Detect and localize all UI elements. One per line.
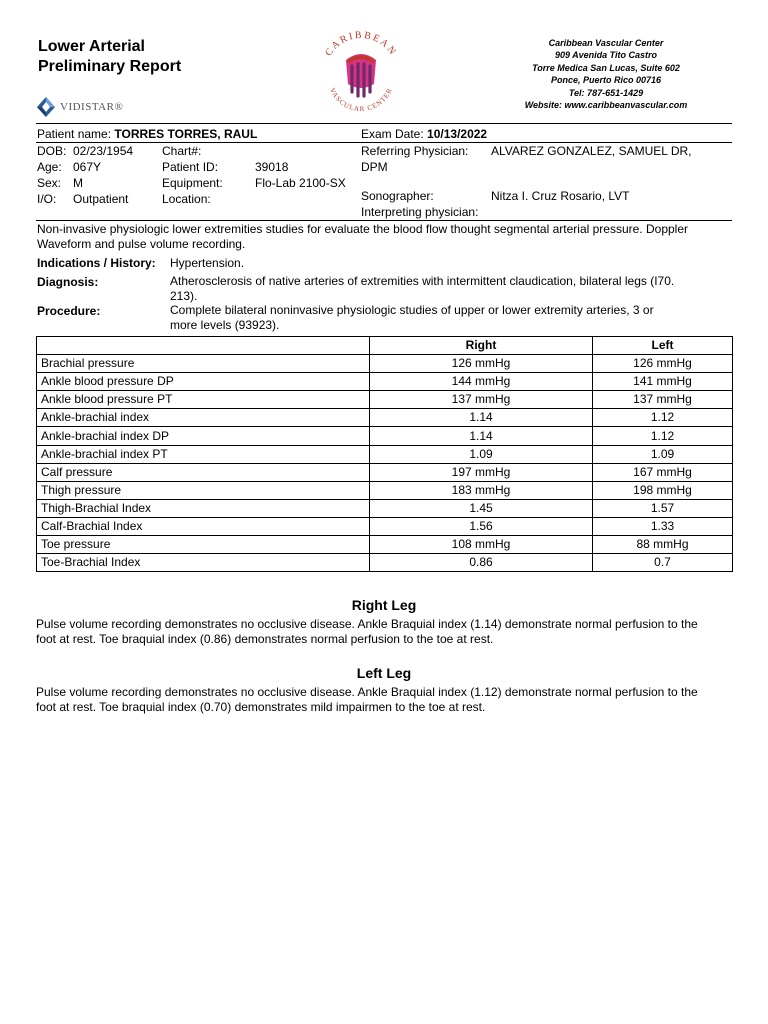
row-label: Ankle-brachial index PT: [37, 445, 370, 463]
intro-line1: Non-invasive physiologic lower extremities studies for evaluate the blood flow thought segmental arterial pressure. Doppler: [37, 222, 688, 236]
row-right-value: 1.45: [370, 499, 593, 517]
procedure-line2: more levels (93923).: [170, 318, 280, 332]
row-left-value: 88 mmHg: [593, 536, 733, 554]
exam-date-label: Exam Date:: [361, 127, 424, 141]
table-row: [37, 554, 733, 572]
seal-text-top: CARIBBEAN: [323, 29, 399, 59]
chart-label: Chart#:: [162, 144, 202, 158]
row-right-value: 108 mmHg: [370, 536, 593, 554]
row-label: Ankle blood pressure DP: [37, 373, 370, 391]
left-leg-text: [36, 685, 736, 715]
intro-line2: Waveform and pulse volume recording.: [37, 237, 246, 251]
table-header-left: Left: [593, 337, 733, 355]
row-left-value: 137 mmHg: [593, 391, 733, 409]
row-left-value: 141 mmHg: [593, 373, 733, 391]
patient-name: TORRES TORRES, RAUL: [114, 127, 258, 141]
row-label: Thigh pressure: [37, 481, 370, 499]
table-row: [37, 427, 733, 445]
patient-id-value: 39018: [255, 160, 289, 174]
indications-label: Indications / History:: [37, 256, 156, 270]
row-right-value: 1.14: [370, 427, 593, 445]
row-label: Toe pressure: [37, 536, 370, 554]
row-label: Thigh-Brachial Index: [37, 499, 370, 517]
indications-value: Hypertension.: [170, 256, 245, 270]
dob-label: DOB:: [37, 144, 67, 158]
intro-text: [37, 222, 737, 252]
seal-text-bottom: VASCULAR CENTER: [328, 86, 395, 114]
sex-value: M: [73, 176, 83, 190]
row-left-value: 1.09: [593, 445, 733, 463]
row-label: Brachial pressure: [37, 355, 370, 373]
row-left-value: 126 mmHg: [593, 355, 733, 373]
sonographer-label: Sonographer:: [361, 189, 434, 203]
interpreting-label: Interpreting physician:: [361, 205, 479, 219]
diagnosis-label: Diagnosis:: [37, 275, 99, 289]
row-right-value: 144 mmHg: [370, 373, 593, 391]
table-row: [37, 536, 733, 554]
row-right-value: 0.86: [370, 554, 593, 572]
procedure-line1: Complete bilateral noninvasive physiologic studies of upper or lower extremity arteries, 3 or: [170, 303, 654, 317]
row-right-value: 183 mmHg: [370, 481, 593, 499]
row-left-value: 198 mmHg: [593, 481, 733, 499]
table-row: [37, 355, 733, 373]
sonographer-value: Nitza I. Cruz Rosario, LVT: [491, 189, 630, 203]
sex-label: Sex:: [37, 176, 62, 190]
row-left-value: 1.57: [593, 499, 733, 517]
patient-id-label: Patient ID:: [162, 160, 219, 174]
center-city: Ponce, Puerto Rico 00716: [550, 75, 662, 86]
dob-value: 02/23/1954: [73, 144, 134, 158]
vidistar-logo-text: VIDISTAR®: [60, 101, 124, 113]
table-row: [37, 517, 733, 535]
vidistar-diamond-icon: [36, 96, 56, 118]
center-tel: Tel: 787-651-1429: [568, 87, 644, 98]
right-leg-text: [36, 617, 736, 647]
table-row: [37, 409, 733, 427]
io-label: I/O:: [37, 192, 57, 206]
row-right-value: 197 mmHg: [370, 463, 593, 481]
diagnosis-line2: 213).: [170, 289, 198, 303]
center-website: Website: www.caribbeanvascular.com: [524, 100, 688, 111]
patient-divider: [36, 142, 732, 143]
exam-date: 10/13/2022: [427, 127, 488, 141]
referring-value: ALVAREZ GONZALEZ, SAMUEL DR,: [491, 144, 692, 158]
row-right-value: 137 mmHg: [370, 391, 593, 409]
diagnosis-value: [170, 274, 730, 304]
row-label: Ankle blood pressure PT: [37, 391, 370, 409]
table-header-right: Right: [370, 337, 593, 355]
report-title-line1: Lower Arterial: [38, 38, 145, 55]
age-label: Age:: [37, 160, 62, 174]
right-leg-title: Right Leg: [351, 597, 417, 613]
row-right-value: 1.14: [370, 409, 593, 427]
row-label: Toe-Brachial Index: [37, 554, 370, 572]
right-leg-line2: foot at rest. Toe braquial index (0.86) demonstrates normal perfusion to the toe at rest.: [36, 632, 494, 646]
row-label: Calf pressure: [37, 463, 370, 481]
report-title-line2: Preliminary Report: [38, 58, 182, 75]
patient-name-label: Patient name:: [37, 127, 112, 141]
info-divider: [36, 220, 732, 221]
center-address2: Torre Medica San Lucas, Suite 602: [532, 62, 680, 73]
row-left-value: 167 mmHg: [593, 463, 733, 481]
vidistar-logo: [36, 96, 123, 118]
table-row: [37, 481, 733, 499]
diagnosis-line1: Atherosclerosis of native arteries of extremities with intermittent claudication, bilateral legs (I70.: [170, 274, 675, 288]
center-info: [506, 37, 706, 111]
table-header-blank: [37, 337, 370, 355]
row-left-value: 0.7: [593, 554, 733, 572]
row-left-value: 1.12: [593, 427, 733, 445]
table-row: [37, 391, 733, 409]
center-name: Caribbean Vascular Center: [548, 38, 664, 48]
procedure-value: [170, 303, 730, 333]
row-label: Calf-Brachial Index: [37, 517, 370, 535]
referring-label: Referring Physician:: [361, 144, 469, 158]
table-row: [37, 445, 733, 463]
center-address1: 909 Avenida Tito Castro: [554, 50, 658, 61]
equipment-value: Flo-Lab 2100-SX: [255, 176, 346, 190]
exam-date-row: [361, 127, 487, 142]
table-row: [37, 373, 733, 391]
patient-name-row: [37, 127, 257, 142]
left-leg-line1: Pulse volume recording demonstrates no occlusive disease. Ankle Braquial index (1.12) demonstrate normal perfusion to the: [36, 685, 698, 699]
table-row: [37, 499, 733, 517]
row-label: Ankle-brachial index DP: [37, 427, 370, 445]
age-value: 067Y: [73, 160, 102, 174]
pressure-table: [36, 336, 733, 572]
procedure-label: Procedure:: [37, 304, 101, 318]
io-value: Outpatient: [73, 192, 129, 206]
referring-value-cont: DPM: [361, 160, 388, 174]
row-right-value: 126 mmHg: [370, 355, 593, 373]
report-title: [38, 37, 181, 77]
row-left-value: 1.12: [593, 409, 733, 427]
left-leg-title: Left Leg: [356, 665, 412, 681]
right-leg-line1: Pulse volume recording demonstrates no occlusive disease. Ankle Braquial index (1.14) demonstrate normal perfusion to the: [36, 617, 698, 631]
caribbean-vascular-seal: [316, 26, 406, 120]
row-left-value: 1.33: [593, 517, 733, 535]
header-divider: [36, 123, 732, 124]
location-label: Location:: [162, 192, 211, 206]
table-header-row: [37, 337, 733, 355]
row-label: Ankle-brachial index: [37, 409, 370, 427]
row-right-value: 1.09: [370, 445, 593, 463]
table-row: [37, 463, 733, 481]
equipment-label: Equipment:: [162, 176, 223, 190]
row-right-value: 1.56: [370, 517, 593, 535]
left-leg-line2: foot at rest. Toe braquial index (0.70) demonstrates mild impairmen to the toe at rest.: [36, 700, 486, 714]
